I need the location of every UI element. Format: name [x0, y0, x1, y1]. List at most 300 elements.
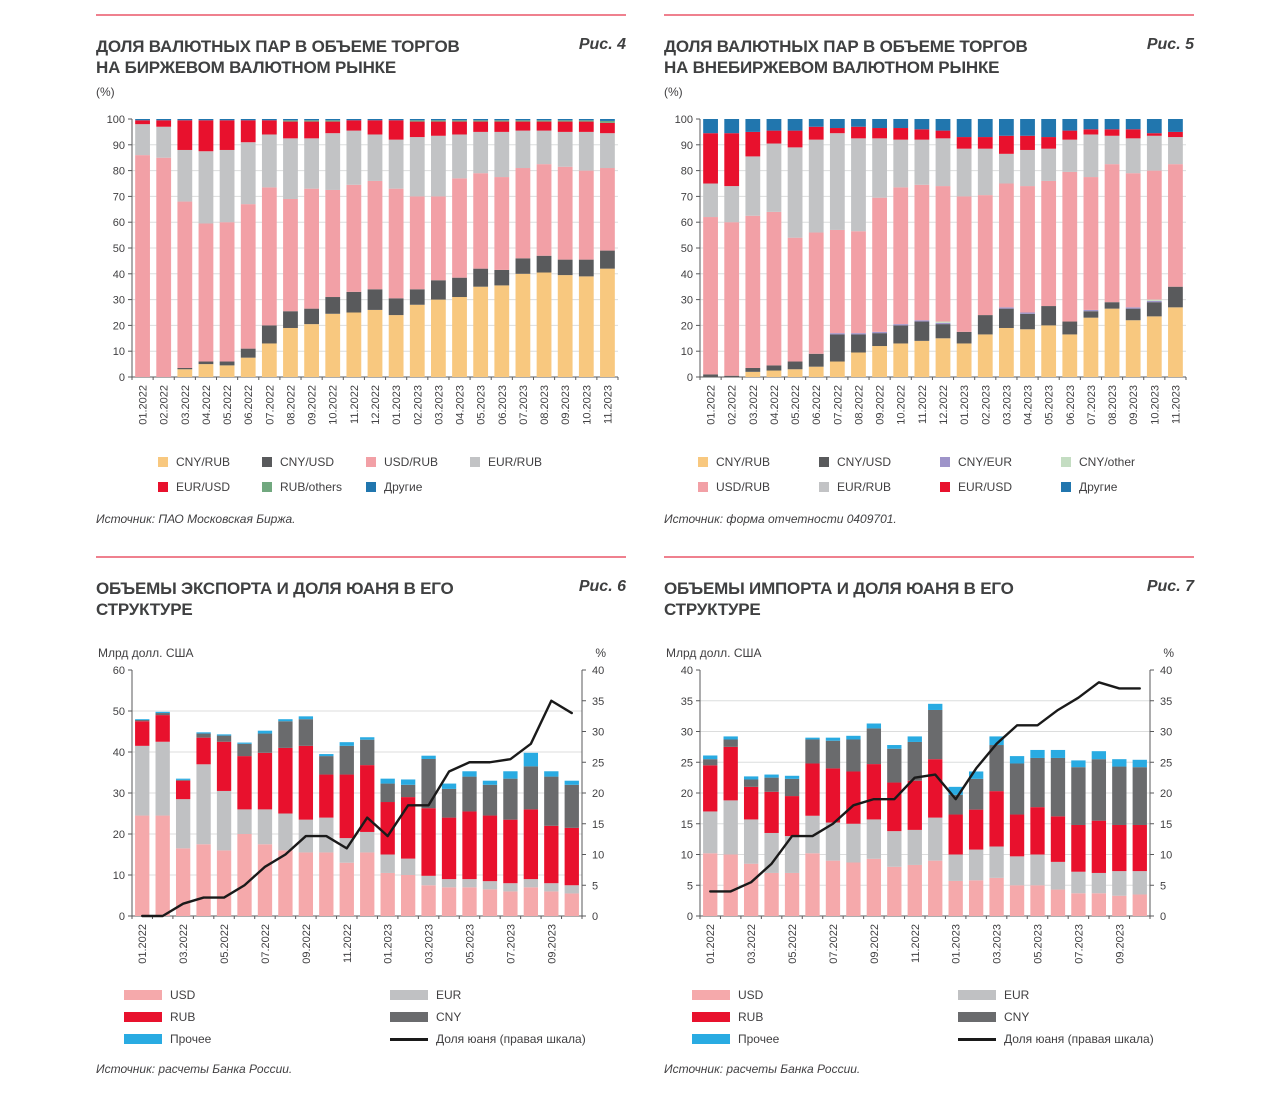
bar-segment	[410, 119, 425, 120]
bar-segment	[1092, 873, 1106, 893]
bar-segment	[516, 131, 531, 168]
bar-segment	[744, 820, 758, 864]
x-axis-tick-label: 03.2022	[179, 385, 192, 425]
bar-segment	[1147, 300, 1162, 301]
y-axis-tick-label: 70	[680, 191, 693, 204]
bar-segment	[177, 202, 192, 368]
bar-segment	[949, 855, 963, 881]
x-axis-tick-label: 11.2022	[341, 924, 354, 964]
bar-segment	[872, 139, 887, 198]
legend-color-swatch	[698, 482, 708, 492]
bar-segment	[579, 260, 594, 277]
bar-segment	[1105, 119, 1120, 129]
bar-segment	[809, 367, 824, 377]
bar-segment	[1133, 871, 1147, 894]
x-axis-tick-label: 04.2023	[1022, 385, 1035, 425]
bar-segment	[401, 859, 415, 875]
bar-segment	[1133, 767, 1147, 825]
bar-segment	[237, 743, 251, 744]
bar-segment	[503, 779, 517, 820]
legend-label: EUR/RUB	[488, 455, 543, 470]
legend-color-swatch	[1061, 482, 1071, 492]
bar-segment	[851, 231, 866, 333]
bar-segment	[283, 139, 298, 200]
bar-segment	[421, 756, 435, 759]
bar-segment	[1030, 758, 1044, 807]
bar-segment	[1112, 871, 1126, 896]
legend-color-swatch	[819, 482, 829, 492]
bar-segment	[1041, 149, 1056, 181]
bar-segment	[936, 323, 951, 324]
bar-segment	[1084, 177, 1099, 310]
y-axis-tick-label: 50	[112, 243, 125, 256]
legend-item	[158, 455, 262, 469]
bar-segment	[785, 873, 799, 916]
bar-segment	[830, 119, 845, 128]
y-axis-tick-label: 10	[112, 346, 125, 359]
y2-axis-tick-label: 5	[1160, 880, 1167, 893]
legend-label: EUR/RUB	[837, 480, 892, 495]
top-rule	[664, 14, 1194, 16]
chart-canvas	[96, 113, 626, 443]
figure-title-line2: СТРУКТУРЕ	[664, 600, 761, 620]
bar-segment	[199, 119, 214, 120]
bar-segment	[600, 168, 615, 251]
bar-segment	[516, 119, 531, 120]
bar-segment	[558, 275, 573, 377]
bar-segment	[340, 863, 354, 916]
bar-segment	[199, 151, 214, 223]
figure-title	[664, 36, 1028, 78]
bar-segment	[1071, 825, 1085, 872]
y-axis-tick-label: 20	[680, 320, 693, 333]
bar-segment	[767, 212, 782, 366]
bar-segment	[368, 119, 383, 120]
figure-title	[664, 578, 1014, 620]
source-note: Источник: расчеты Банка России.	[664, 1062, 861, 1077]
bar-segment	[1112, 825, 1126, 871]
bar-segment	[846, 736, 860, 740]
bar-segment	[1030, 855, 1044, 886]
bar-segment	[135, 719, 149, 720]
bar-segment	[989, 878, 1003, 916]
x-axis-tick-label: 08.2022	[285, 385, 298, 425]
bar-segment	[558, 119, 573, 120]
legend-color-swatch	[262, 482, 272, 492]
bar-segment	[767, 119, 782, 131]
bar-segment	[1112, 896, 1126, 916]
bar-segment	[368, 289, 383, 310]
bar-segment	[851, 335, 866, 353]
x-axis-tick-label: 07.2023	[1085, 385, 1098, 425]
bar-segment	[401, 780, 415, 785]
bar-segment	[893, 326, 908, 344]
bar-segment	[537, 122, 552, 131]
y2-axis-tick-label: 10	[592, 849, 605, 862]
bar-segment	[579, 122, 594, 132]
bar-segment	[809, 354, 824, 367]
y-axis-tick-label: 5	[686, 880, 693, 893]
bar-segment	[1020, 186, 1035, 312]
bar-segment	[1168, 132, 1183, 137]
bar-segment	[767, 144, 782, 212]
bar-segment	[1133, 895, 1147, 917]
y-axis-tick-label: 10	[680, 346, 693, 359]
bar-segment	[1062, 322, 1077, 335]
bar-segment	[703, 812, 717, 854]
bar-segment	[1084, 311, 1099, 317]
bar-segment	[867, 820, 881, 859]
legend-label: Доля юаня (правая шкала)	[1004, 1032, 1154, 1047]
bar-segment	[473, 269, 488, 287]
bar-segment	[262, 119, 277, 120]
unit-label: (%)	[96, 85, 115, 100]
bar-segment	[156, 712, 170, 713]
x-axis-tick-label: 09.2022	[306, 385, 319, 425]
bar-segment	[744, 780, 758, 787]
chart-canvas	[664, 664, 1194, 982]
bar-segment	[452, 135, 467, 179]
bar-segment	[1010, 885, 1024, 916]
bar-segment	[516, 120, 531, 121]
bar-segment	[135, 120, 150, 124]
bar-segment	[788, 238, 803, 362]
bar-segment	[516, 258, 531, 273]
x-axis-tick-label: 02.2022	[158, 385, 171, 425]
bar-segment	[442, 784, 456, 789]
bar-segment	[340, 746, 354, 775]
bar-segment	[764, 775, 778, 778]
bar-segment	[156, 120, 171, 126]
bar-segment	[431, 280, 446, 299]
bar-segment	[989, 745, 1003, 791]
bar-segment	[851, 139, 866, 232]
legend-label: CNY	[1004, 1010, 1030, 1025]
bar-segment	[1168, 307, 1183, 377]
bar-segment	[846, 740, 860, 772]
bar-segment	[936, 131, 951, 139]
y-axis-tick-label: 60	[112, 217, 125, 230]
chart-canvas	[96, 664, 626, 982]
legend-color-swatch	[958, 990, 996, 1000]
x-axis-tick-label: 07.2023	[517, 385, 530, 425]
bar-segment	[196, 732, 210, 733]
bar-segment	[1105, 136, 1120, 164]
y-axis-tick-label: 40	[680, 665, 693, 678]
bar-segment	[177, 369, 192, 377]
bar-segment	[368, 310, 383, 377]
bar-segment	[278, 719, 292, 721]
bar-segment	[558, 120, 573, 121]
figure-number: Рис. 7	[1146, 578, 1194, 595]
bar-segment	[989, 791, 1003, 846]
bar-segment	[196, 844, 210, 916]
figure-title	[96, 36, 460, 78]
bar-segment	[579, 277, 594, 378]
bar-segment	[579, 119, 594, 120]
y2-axis-tick-label: 0	[1160, 911, 1167, 924]
y2-axis-tick-label: 25	[1160, 757, 1173, 770]
x-axis-tick-label: 05.2023	[1032, 924, 1045, 964]
bar-segment	[1020, 313, 1035, 314]
legend-item	[692, 1010, 958, 1024]
bar-segment	[805, 764, 819, 816]
bar-segment	[537, 131, 552, 165]
bar-segment	[600, 123, 615, 133]
bar-segment	[579, 120, 594, 121]
legend-item	[390, 1010, 626, 1024]
bar-segment	[1126, 309, 1141, 321]
bar-segment	[304, 122, 319, 139]
bar-segment	[914, 341, 929, 377]
bar-segment	[1147, 302, 1162, 316]
bar-segment	[851, 119, 866, 127]
bar-segment	[421, 885, 435, 916]
bar-segment	[1133, 760, 1147, 767]
legend-label: CNY/EUR	[958, 455, 1013, 470]
y-axis-tick-label: 25	[680, 757, 693, 770]
bar-segment	[516, 122, 531, 131]
bar-segment	[304, 189, 319, 309]
bar-segment	[1020, 314, 1035, 329]
bar-segment	[1020, 329, 1035, 377]
y2-axis-tick-label: 0	[592, 911, 599, 924]
bar-segment	[304, 309, 319, 324]
legend-color-swatch	[692, 990, 730, 1000]
bar-segment	[494, 119, 509, 120]
bar-segment	[199, 362, 214, 365]
legend-label: RUB	[170, 1010, 196, 1025]
bar-segment	[278, 748, 292, 814]
bar-segment	[278, 814, 292, 851]
x-axis-tick-label: 01.2023	[959, 385, 972, 425]
chart-canvas	[664, 113, 1194, 443]
bar-segment	[745, 157, 760, 216]
bar-segment	[1168, 137, 1183, 164]
bar-segment	[565, 785, 579, 828]
bar-segment	[452, 119, 467, 120]
legend-color-swatch	[692, 1012, 730, 1022]
bar-segment	[431, 122, 446, 136]
figure-title	[96, 578, 454, 620]
exchange-market-chart	[96, 113, 626, 443]
bar-segment	[524, 810, 538, 880]
bar-segment	[764, 873, 778, 916]
figures-grid	[96, 14, 1194, 1076]
legend-label: USD	[170, 988, 196, 1003]
bar-segment	[176, 781, 190, 799]
bar-segment	[473, 132, 488, 173]
bar-segment	[346, 292, 361, 313]
bar-segment	[788, 362, 803, 370]
bar-segment	[914, 320, 929, 321]
bar-segment	[304, 324, 319, 377]
bar-segment	[473, 119, 488, 120]
y-axis-tick-label: 0	[686, 911, 693, 924]
bar-segment	[957, 137, 972, 149]
x-axis-tick-label: 02.2023	[412, 385, 425, 425]
bar-segment	[258, 734, 272, 753]
legend-color-swatch	[940, 482, 950, 492]
bar-segment	[703, 853, 717, 916]
y-axis-tick-label: 10	[680, 849, 693, 862]
bar-segment	[805, 853, 819, 916]
bar-segment	[299, 746, 313, 820]
bar-segment	[410, 137, 425, 196]
x-axis-tick-label: 03.2022	[178, 924, 191, 964]
bar-segment	[241, 142, 256, 204]
legend-color-swatch	[366, 482, 376, 492]
y-axis-tick-label: 20	[112, 829, 125, 842]
bar-segment	[1105, 164, 1120, 302]
bar-segment	[442, 887, 456, 916]
bar-segment	[846, 772, 860, 824]
bar-segment	[368, 181, 383, 289]
bar-segment	[1051, 890, 1065, 916]
legend-label: CNY/USD	[280, 455, 335, 470]
x-axis-tick-label: 08.2023	[1107, 385, 1120, 425]
bar-segment	[389, 315, 404, 377]
legend-color-swatch	[124, 1034, 162, 1044]
x-axis-tick-label: 05.2022	[790, 385, 803, 425]
bar-segment	[325, 297, 340, 314]
bar-segment	[156, 127, 171, 158]
bar-segment	[503, 771, 517, 778]
bar-segment	[999, 154, 1014, 184]
legend-item	[698, 480, 819, 494]
bar-segment	[936, 139, 951, 187]
x-axis-tick-label: 05.2022	[219, 924, 232, 964]
bar-segment	[957, 149, 972, 197]
x-axis-tick-label: 07.2022	[259, 924, 272, 964]
legend-item	[262, 455, 366, 469]
bar-segment	[867, 729, 881, 765]
bar-segment	[177, 150, 192, 202]
bar-segment	[421, 808, 435, 876]
bar-segment	[805, 740, 819, 764]
axis-labels-row	[96, 646, 626, 660]
bar-segment	[978, 137, 993, 149]
figure-title-line1: ОБЪЕМЫ ИМПОРТА И ДОЛЯ ЮАНЯ В ЕГО	[664, 579, 1014, 598]
top-rule	[96, 14, 626, 16]
bar-segment	[579, 171, 594, 260]
bar-segment	[1062, 131, 1077, 140]
legend-label: CNY/RUB	[716, 455, 771, 470]
figure-number: Рис. 6	[578, 578, 626, 595]
bar-segment	[872, 346, 887, 377]
bar-segment	[524, 879, 538, 887]
legend-line-marker	[958, 1038, 996, 1041]
bar-segment	[516, 274, 531, 377]
bar-segment	[558, 122, 573, 132]
x-axis-tick-label: 09.2023	[560, 385, 573, 425]
bar-segment	[851, 353, 866, 378]
bar-segment	[745, 372, 760, 377]
y-axis-tick-label: 40	[680, 268, 693, 281]
x-axis-tick-label: 11.2022	[348, 385, 361, 425]
bar-segment	[846, 824, 860, 863]
x-axis-tick-label: 11.2022	[909, 924, 922, 964]
bar-segment	[381, 784, 395, 802]
legend-item	[262, 480, 366, 494]
chart-legend	[124, 988, 626, 1046]
bar-segment	[724, 133, 739, 186]
legend-color-swatch	[940, 457, 950, 467]
bar-segment	[1105, 302, 1120, 308]
bar-segment	[1126, 173, 1141, 307]
bar-segment	[237, 756, 251, 809]
bar-segment	[421, 759, 435, 808]
y2-axis-tick-label: 40	[592, 665, 605, 678]
bar-segment	[908, 737, 922, 743]
bar-segment	[524, 887, 538, 916]
legend-color-swatch	[158, 482, 168, 492]
bar-segment	[156, 119, 171, 120]
bar-segment	[1105, 129, 1120, 135]
bar-segment	[928, 818, 942, 861]
bar-segment	[442, 818, 456, 880]
legend-label: EUR	[1004, 988, 1030, 1003]
y-axis-tick-label: 60	[680, 217, 693, 230]
bar-segment	[1084, 119, 1099, 129]
bar-segment	[237, 834, 251, 916]
bar-segment	[1147, 317, 1162, 378]
bar-segment	[949, 815, 963, 855]
bar-segment	[135, 124, 150, 155]
x-axis-tick-label: 07.2022	[264, 385, 277, 425]
bar-segment	[908, 865, 922, 916]
bar-segment	[1041, 137, 1056, 149]
figure-number: Рис. 5	[1146, 36, 1194, 53]
bar-segment	[503, 883, 517, 891]
bar-segment	[319, 754, 333, 756]
bar-segment	[887, 745, 901, 749]
bar-segment	[1168, 119, 1183, 132]
x-axis-tick-label: 05.2023	[1043, 385, 1056, 425]
bar-segment	[283, 119, 298, 120]
legend-color-swatch	[158, 457, 168, 467]
bar-segment	[745, 216, 760, 368]
bar-segment	[346, 185, 361, 292]
bar-segment	[1020, 119, 1035, 136]
legend-color-swatch	[390, 1012, 428, 1022]
bar-segment	[220, 119, 235, 120]
bar-segment	[703, 119, 718, 133]
bar-segment	[826, 823, 840, 861]
bar-segment	[196, 764, 210, 844]
source-note: Источник: ПАО Московская Биржа.	[96, 512, 296, 527]
bar-segment	[579, 132, 594, 171]
legend-label: RUB	[738, 1010, 764, 1025]
bar-segment	[565, 828, 579, 885]
y-axis-tick-label: 80	[680, 165, 693, 178]
x-axis-tick-label: 10.2023	[581, 385, 594, 425]
x-axis-tick-label: 09.2023	[546, 924, 559, 964]
bar-segment	[826, 741, 840, 769]
bar-segment	[220, 222, 235, 361]
bar-segment	[558, 260, 573, 275]
x-axis-tick-label: 09.2023	[1114, 924, 1127, 964]
bar-segment	[724, 222, 739, 376]
figure-header	[96, 36, 626, 78]
bar-segment	[914, 185, 929, 320]
y-axis-tick-label: 30	[112, 294, 125, 307]
legend-item	[1061, 455, 1182, 469]
y2-axis-tick-label: 20	[592, 788, 605, 801]
bar-segment	[830, 128, 845, 133]
bar-segment	[867, 724, 881, 729]
bar-segment	[809, 127, 824, 140]
